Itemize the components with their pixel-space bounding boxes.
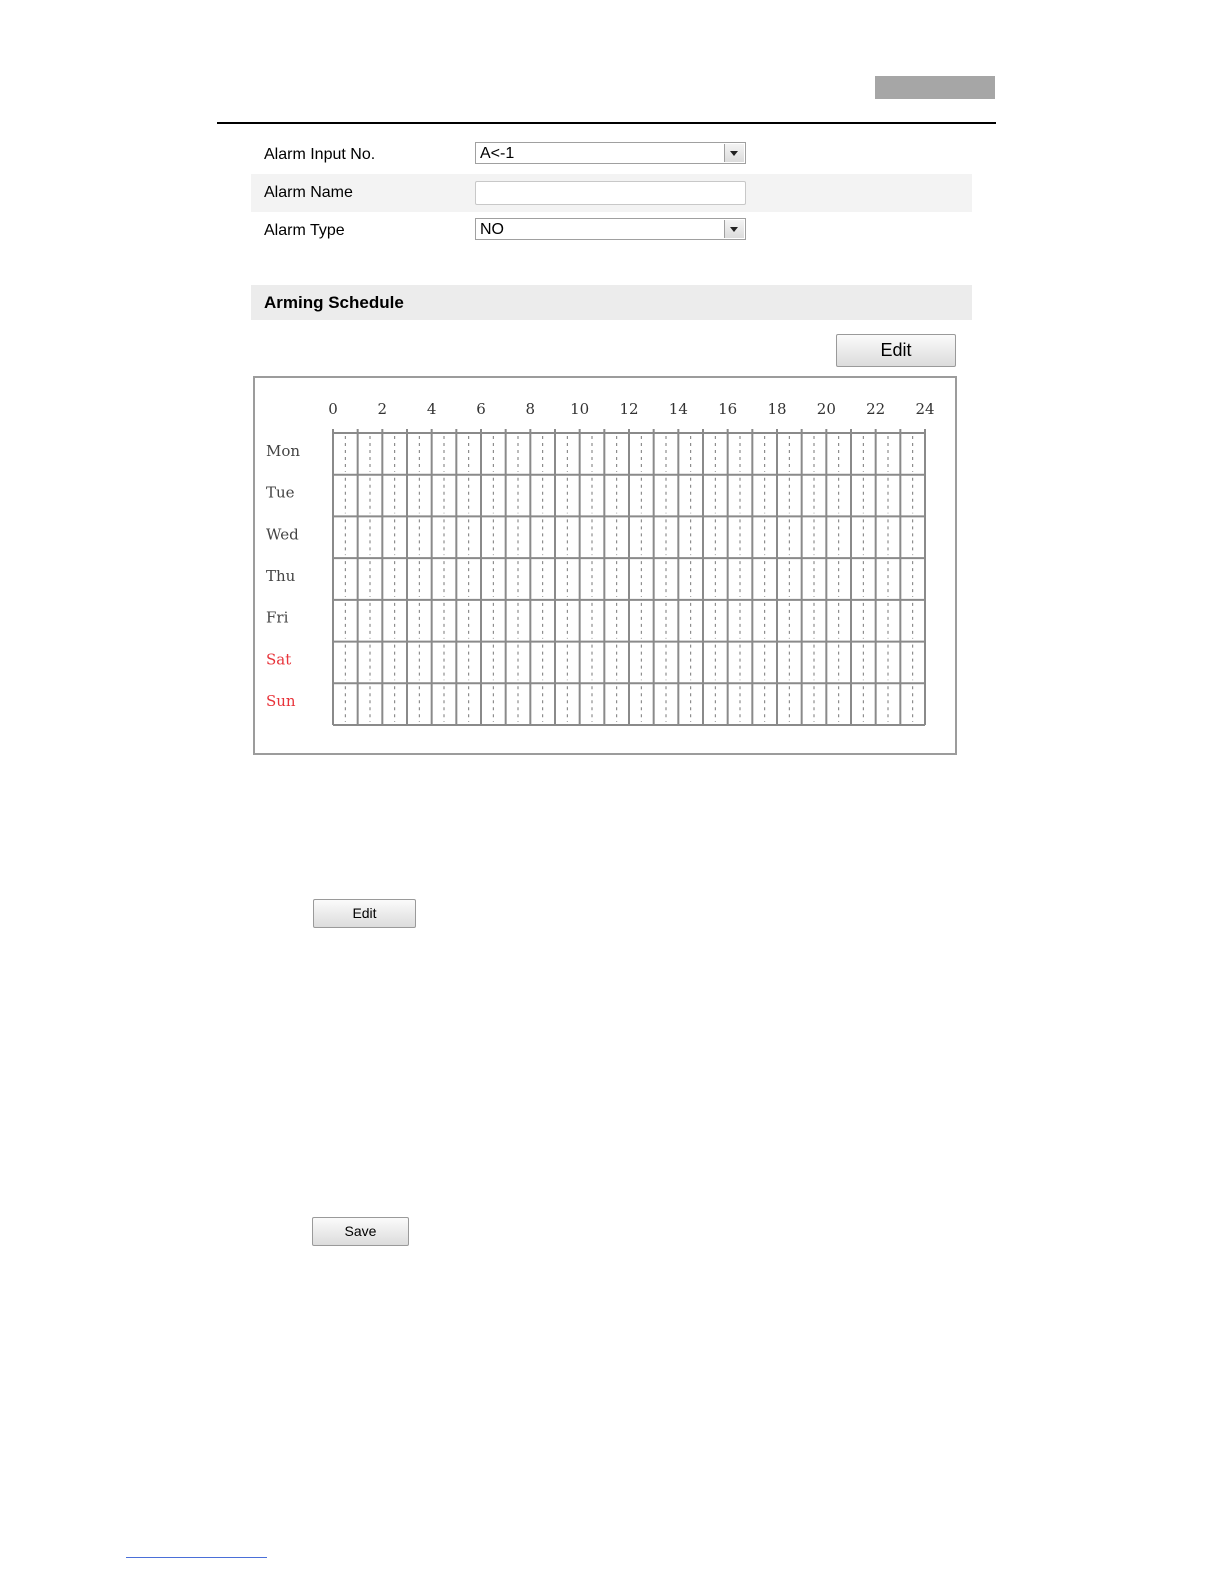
schedule-grid-panel (253, 376, 957, 755)
day-label: Fri (266, 608, 289, 627)
alarm-type-label: Alarm Type (264, 222, 345, 239)
day-label: Sat (266, 650, 292, 669)
save-button[interactable]: Save (312, 1217, 409, 1246)
alarm-input-value: A<-1 (480, 145, 515, 162)
hour-label: 14 (668, 400, 688, 418)
hour-label: 6 (476, 400, 486, 418)
alarm-input-form (251, 136, 972, 250)
schedule-grid[interactable] (255, 378, 955, 753)
hour-label: 16 (718, 400, 738, 418)
section-title: Arming Schedule (264, 293, 404, 312)
alarm-name-input[interactable] (475, 181, 746, 205)
alarm-input-select[interactable] (475, 142, 746, 164)
chevron-down-icon[interactable] (724, 144, 744, 162)
day-label: Tue (266, 483, 295, 502)
hour-label: 2 (377, 400, 388, 418)
hour-label: 12 (619, 400, 639, 418)
hour-label: 4 (426, 400, 437, 418)
alarm-type-row (251, 212, 972, 250)
header-rule (217, 122, 996, 124)
day-label: Sun (266, 692, 296, 711)
alarm-type-select[interactable] (475, 218, 746, 240)
alarm-input-label: Alarm Input No. (264, 146, 376, 163)
day-label: Thu (266, 567, 296, 585)
footer-link-underline (126, 1557, 267, 1558)
hour-label: 22 (866, 400, 886, 418)
header-tab (875, 76, 995, 99)
day-label: Mon (266, 441, 301, 460)
hour-label: 8 (525, 400, 536, 418)
hour-label: 0 (328, 400, 338, 418)
alarm-name-label: Alarm Name (264, 184, 353, 201)
hour-label: 20 (816, 400, 836, 418)
edit-button[interactable]: Edit (313, 899, 416, 928)
alarm-name-row (251, 174, 972, 212)
arming-schedule-header (251, 285, 972, 320)
chevron-down-icon[interactable] (724, 220, 744, 238)
hour-label: 24 (915, 400, 935, 418)
day-label: Wed (266, 525, 299, 544)
hour-label: 10 (570, 400, 590, 418)
edit-schedule-button[interactable]: Edit (836, 334, 956, 367)
hour-label: 18 (767, 400, 787, 418)
alarm-type-value: NO (480, 221, 504, 238)
alarm-input-row (251, 136, 972, 174)
